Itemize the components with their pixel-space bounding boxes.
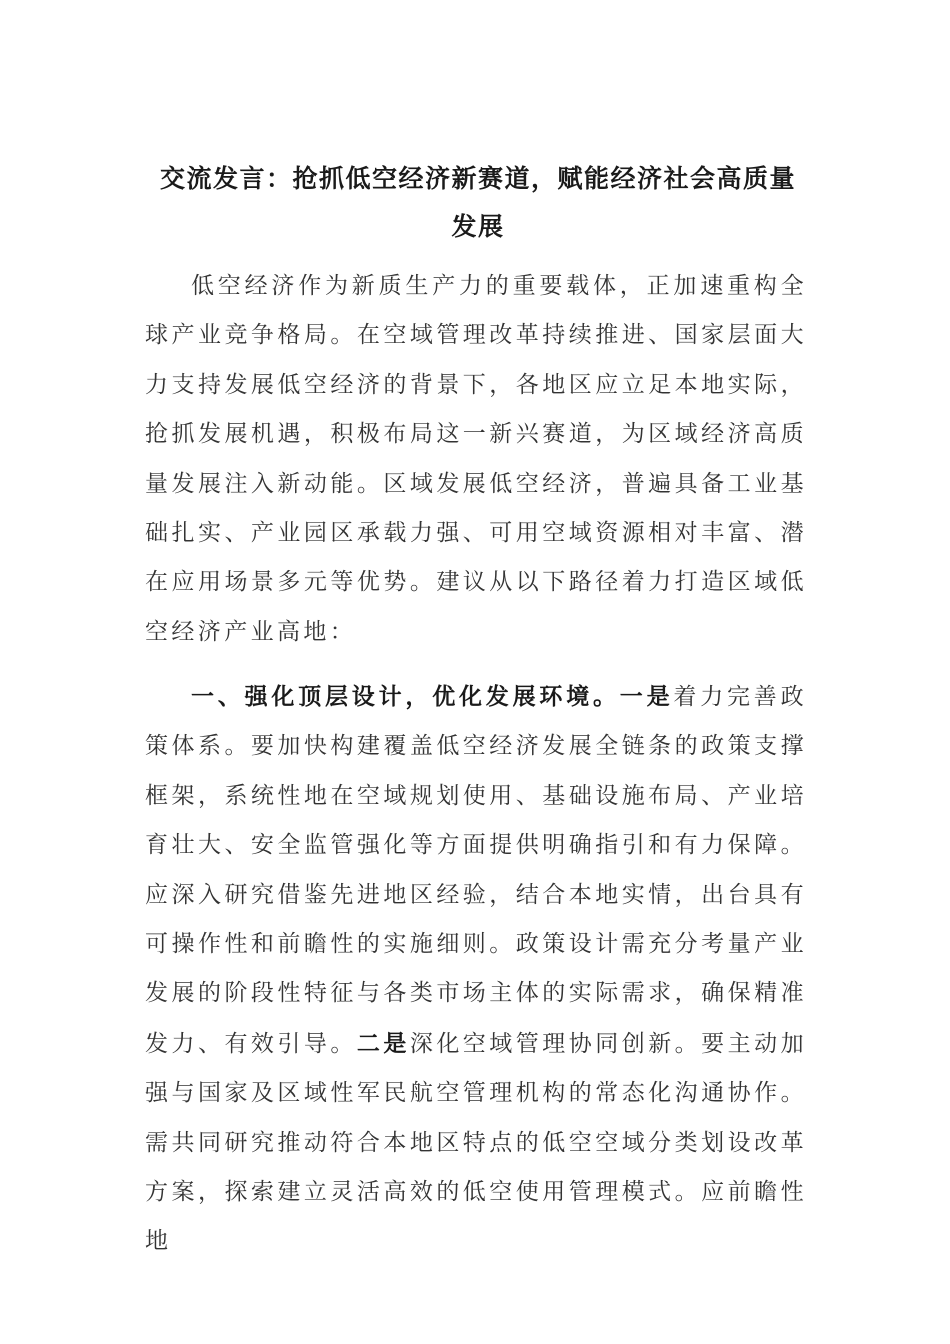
section-one-paragraph	[145, 672, 807, 1267]
point-one-marker: 一是	[619, 683, 674, 710]
document-title: 交流发言：抢抓低空经济新赛道，赋能经济社会高质量发展	[159, 164, 796, 241]
point-one-text: 着力完善政策体系。要加快构建覆盖低空经济发展全链条的政策支撑框架，系统性地在空域规划使用、基础设施布局、产业培育壮大、安全监管强化等方面提供明确指引和有力保障。应深入研究借鉴先进地区经验，结合本地实情，出台具有可操作性和前瞻性的实施细则。政策设计需充分考量产业发展的阶段性特征与各类市场主体的实际需求，确保精准发力、有效引导。	[145, 684, 808, 1057]
point-two-marker: 二是	[356, 1029, 410, 1057]
point-two-text: 深化空域管理协同创新。要主动加强与国家及区域性军民航空管理机构的常态化沟通协作。需共同研究推动符合本地区特点的低空空域分类划设改革方案，探索建立灵活高效的低空使用管理模式。应前瞻性地	[145, 1030, 808, 1255]
section-one-heading: 一、强化顶层设计，优化发展环境。	[191, 683, 620, 710]
intro-paragraph: 低空经济作为新质生产力的重要载体，正加速重构全球产业竞争格局。在空域管理改革持续推进、国家层面大力支持发展低空经济的背景下，各地区应立足本地实际，抢抓发展机遇，积极布局这一新兴赛道，为区域经济高质量发展注入新动能。区域发展低空经济，普遍具备工业基础扎实、产业园区承载力强、可用空域资源相对丰富、潜在应用场景多元等优势。建议从以下路径着力打造区域低空经济产业高地：	[145, 273, 807, 645]
